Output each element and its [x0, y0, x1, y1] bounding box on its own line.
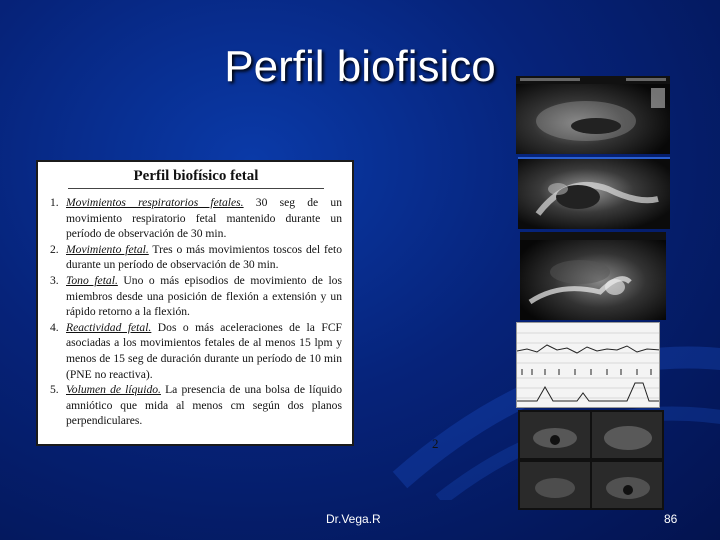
criteria-item — [50, 320, 342, 382]
criteria-description: Uno o más episodios de movimiento de los miembros desde una posición de flexión a extensión y un rápido retorno a la flexión. — [66, 273, 342, 319]
ultrasound-image-grid — [518, 410, 664, 510]
criteria-description: La presencia de una bolsa de líquido amniótico que mida al menos cm según dos planos perpendiculares. — [66, 383, 342, 428]
ultrasound-image-2 — [518, 157, 670, 229]
ultrasound-image-3 — [520, 232, 666, 320]
criteria-description: 30 seg de un movimiento respiratorio fetal mantenido durante un período de observación de 30 min. — [66, 196, 342, 241]
criteria-number: 5. — [50, 383, 59, 397]
document-title: Perfil biofísico fetal — [68, 168, 324, 189]
criteria-number: 2. — [50, 242, 59, 256]
criteria-term: Movimiento fetal. — [66, 242, 149, 256]
criteria-text — [66, 242, 342, 273]
criteria-number: 1. — [50, 196, 59, 209]
criteria-term: Tono fetal. — [66, 273, 118, 287]
criteria-description: Tres o más movimientos toscos del feto durante un período de observación de 30 min. — [66, 242, 342, 272]
criteria-item — [50, 382, 342, 429]
criteria-text — [66, 273, 342, 320]
criteria-item — [50, 273, 342, 320]
slide-title: Perfil biofisico — [224, 42, 496, 91]
page-number: 86 — [664, 512, 678, 526]
criteria-term: Volumen de líquido. — [66, 383, 161, 397]
criteria-text — [66, 320, 342, 382]
criteria-item — [50, 242, 342, 273]
criteria-text — [66, 382, 342, 429]
criteria-list — [50, 195, 342, 429]
criteria-item — [50, 195, 342, 242]
page-marker: 2 — [432, 436, 439, 451]
ultrasound-image-1 — [516, 76, 670, 154]
cardiotocography-trace — [516, 322, 660, 408]
criteria-term: Reactividad fetal. — [66, 320, 152, 334]
footer-author: Dr.Vega.R — [326, 512, 381, 526]
criteria-number: 3. — [50, 273, 59, 287]
criteria-description: Dos o más aceleraciones de la FCF asociadas a los movimientos fetales de al menos 15 lpm y menos de 15 seg de duración durante un período de 10 min (PNE no reactiva). — [66, 320, 342, 381]
criteria-term: Movimientos respiratorios fetales. — [66, 196, 244, 209]
criteria-number: 4. — [50, 320, 59, 334]
scanned-document — [36, 160, 354, 446]
criteria-text — [66, 195, 342, 242]
